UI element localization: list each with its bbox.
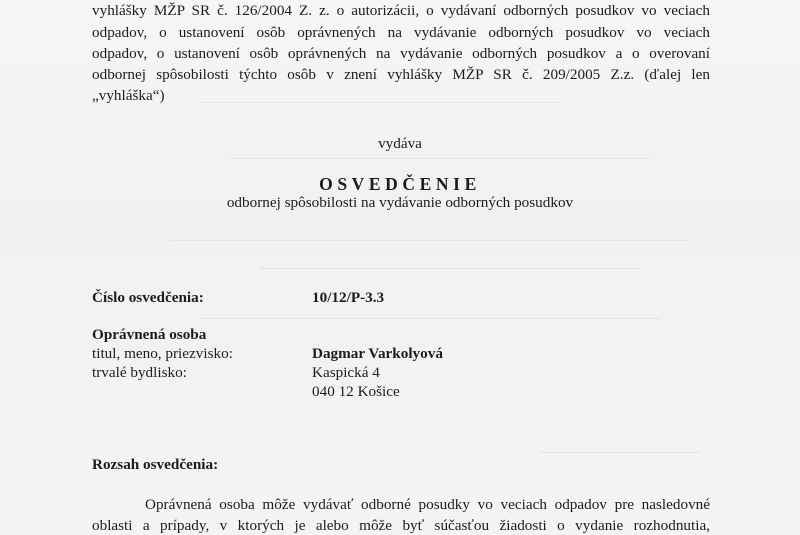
- bleed-through-line: [260, 268, 640, 269]
- bleed-through-line: [200, 318, 660, 319]
- intro-line: vyhlášky MŽP SR č. 126/2004 Z. z. o autorizácii, o vydávaní odborných posudkov vo veciach: [92, 2, 710, 19]
- intro-line: odpadov, o ustanovení osôb oprávnených na vydávanie odborných posudkov a o overovaní: [92, 45, 710, 62]
- person-address-city: 040 12 Košice: [312, 383, 400, 400]
- scope-line: oblasti a prípady, v ktorých je alebo môže byť súčasťou žiadosti o vydanie rozhodnutia,: [92, 517, 710, 534]
- scope-line: Oprávnená osoba môže vydávať odborné posudky vo veciach odpadov pre nasledovné: [145, 496, 710, 513]
- certificate-number-value: 10/12/P-3.3: [312, 289, 385, 306]
- bleed-through-line: [230, 158, 650, 159]
- page-title: OSVEDČENIE: [319, 174, 481, 194]
- scope-heading: Rozsah osvedčenia:: [92, 456, 219, 473]
- certificate-number-label: Číslo osvedčenia:: [92, 289, 204, 306]
- intro-line: odbornej spôsobilosti týchto osôb v znení vyhlášky MŽP SR č. 209/2005 Z.z. (ďalej len: [92, 66, 710, 83]
- intro-line: odpadov, o ustanovení osôb oprávnených na vydávanie odborných posudkov vo veciach: [92, 24, 710, 41]
- intro-line: „vyhláška“): [92, 87, 165, 104]
- bleed-through-line: [540, 452, 700, 453]
- page-subtitle: odbornej spôsobilosti na vydávanie odborných posudkov: [226, 194, 574, 211]
- person-address-street: Kaspická 4: [312, 364, 380, 381]
- person-address-label: trvalé bydlisko:: [92, 364, 187, 381]
- person-name-label: titul, meno, priezvisko:: [92, 345, 233, 362]
- person-heading: Oprávnená osoba: [92, 326, 207, 343]
- issues-word: vydáva: [378, 135, 422, 152]
- bleed-through-line: [170, 240, 690, 241]
- person-name-value: Dagmar Varkolyová: [312, 345, 443, 362]
